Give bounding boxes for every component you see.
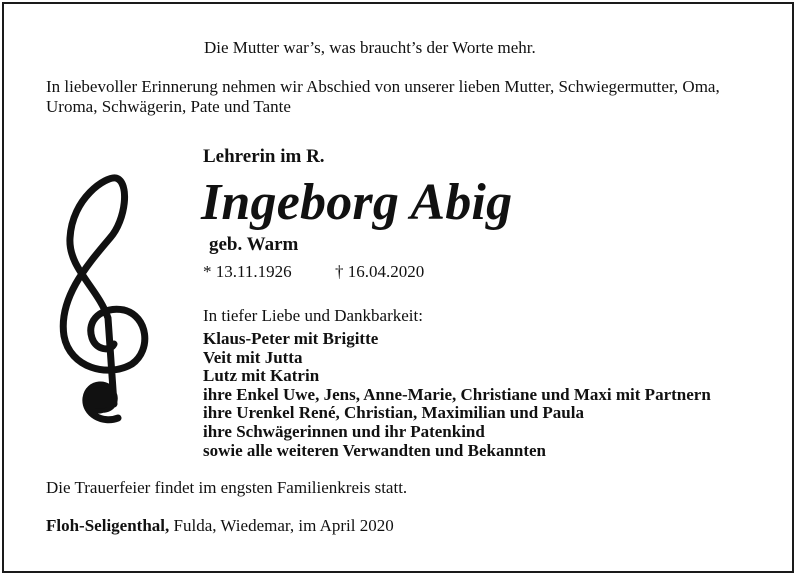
maiden-name: geb. Warm bbox=[209, 234, 299, 255]
name-prefix: Lehrerin im R. bbox=[203, 146, 325, 167]
funeral-note: Die Trauerfeier findet im engsten Familienkreis statt. bbox=[46, 478, 408, 497]
deceased-name: Ingeborg Abig bbox=[201, 174, 513, 231]
thanks-intro: In tiefer Liebe und Dankbarkeit: bbox=[203, 306, 423, 325]
mourner-line: sowie alle weiteren Verwandten und Bekannten bbox=[203, 440, 547, 460]
mourner-line: ihre Urenkel René, Christian, Maximilian und Paula bbox=[203, 403, 584, 423]
intro-text: In liebevoller Erinnerung nehmen wir Abschied von unserer lieben Mutter, Schwiegermutter, Oma, Uroma, Schwägerin, Pate und Tante bbox=[46, 77, 720, 116]
motto: Die Mutter war’s, was braucht’s der Worte mehr. bbox=[204, 38, 536, 57]
place-date-line bbox=[46, 516, 394, 536]
mourner-line: Klaus-Peter mit Brigitte bbox=[203, 329, 379, 348]
death-date: † 16.04.2020 bbox=[335, 262, 425, 281]
place-bold: Floh-Seligenthal, bbox=[46, 516, 170, 535]
mourner-line: Lutz mit Katrin bbox=[203, 366, 320, 386]
treble-clef-icon bbox=[48, 168, 158, 428]
mourner-line: ihre Schwägerinnen und ihr Patenkind bbox=[203, 421, 485, 441]
mourner-line: Veit mit Jutta bbox=[203, 347, 303, 367]
mourner-line: ihre Enkel Uwe, Jens, Anne-Marie, Christiane und Maxi mit Partnern bbox=[203, 384, 711, 404]
birth-date: * 13.11.1926 bbox=[203, 262, 292, 281]
place-rest: Fulda, Wiedemar, im April 2020 bbox=[169, 516, 394, 535]
mourners-list bbox=[203, 330, 711, 460]
